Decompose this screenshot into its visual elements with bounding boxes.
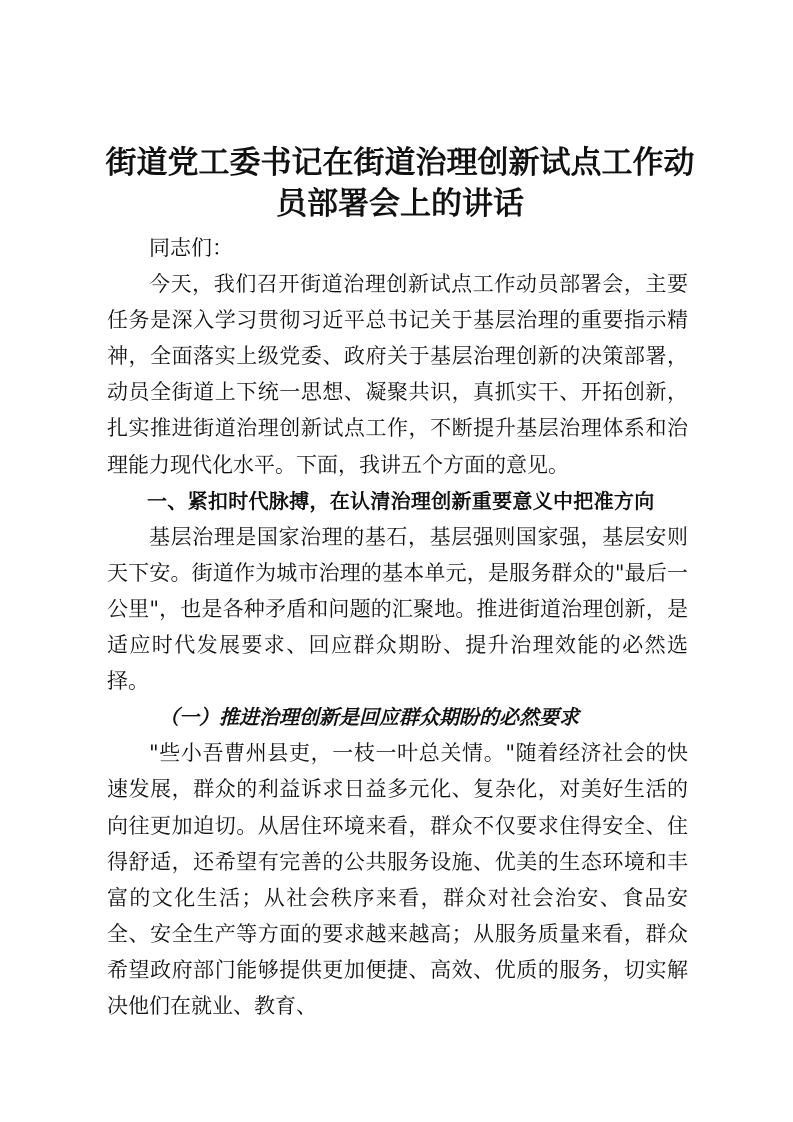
opening-paragraph: 今天，我们召开街道治理创新试点工作动员部署会，主要任务是深入学习贯彻习近平总书记关于基层治理的重要指示精神，全面落实上级党委、政府关于基层治理创新的决策部署，动员全街道上下统一思想、凝聚共识，真抓实干、开拓创新，扎实推进街道治理创新试点工作，不断提升基层治理体系和治理能力现代化水平。下面，我讲五个方面的意见。 bbox=[107, 272, 688, 477]
document-body bbox=[107, 230, 688, 1024]
subsection-1-paragraph: "些小吾曹州县吏，一枝一叶总关情。"随着经济社会的快速发展，群众的利益诉求日益多元化、复杂化，对美好生活的向往更加迫切。从居住环境来看，群众不仅要求住得安全、住得舒适，还希望有完善的公共服务设施、优美的生态环境和丰富的文化生活；从社会秩序来看，群众对社会治安、食品安全、安全生产等方面的要求越来越高；从服务质量来看，群众希望政府部门能够提供更加便捷、高效、优质的服务，切实解决他们在就业、教育、 bbox=[107, 741, 688, 1018]
section-heading-1: 一、紧扣时代脉搏，在认清治理创新重要意义中把准方向 bbox=[147, 488, 655, 513]
section-1-paragraph: 基层治理是国家治理的基石，基层强则国家强，基层安则天下安。街道作为城市治理的基本单元，是服务群众的"最后一公里"，也是各种矛盾和问题的汇聚地。推进街道治理创新，是适应时代发展要求、回应群众期盼、提升治理效能的必然选择。 bbox=[107, 524, 688, 694]
subsection-heading-1: （一）推进治理创新是回应群众期盼的必然要求 bbox=[159, 705, 579, 730]
salutation: 同志们： bbox=[149, 236, 233, 260]
document-title: 街道党工委书记在街道治理创新试点工作动员部署会上的讲话 bbox=[105, 145, 695, 222]
